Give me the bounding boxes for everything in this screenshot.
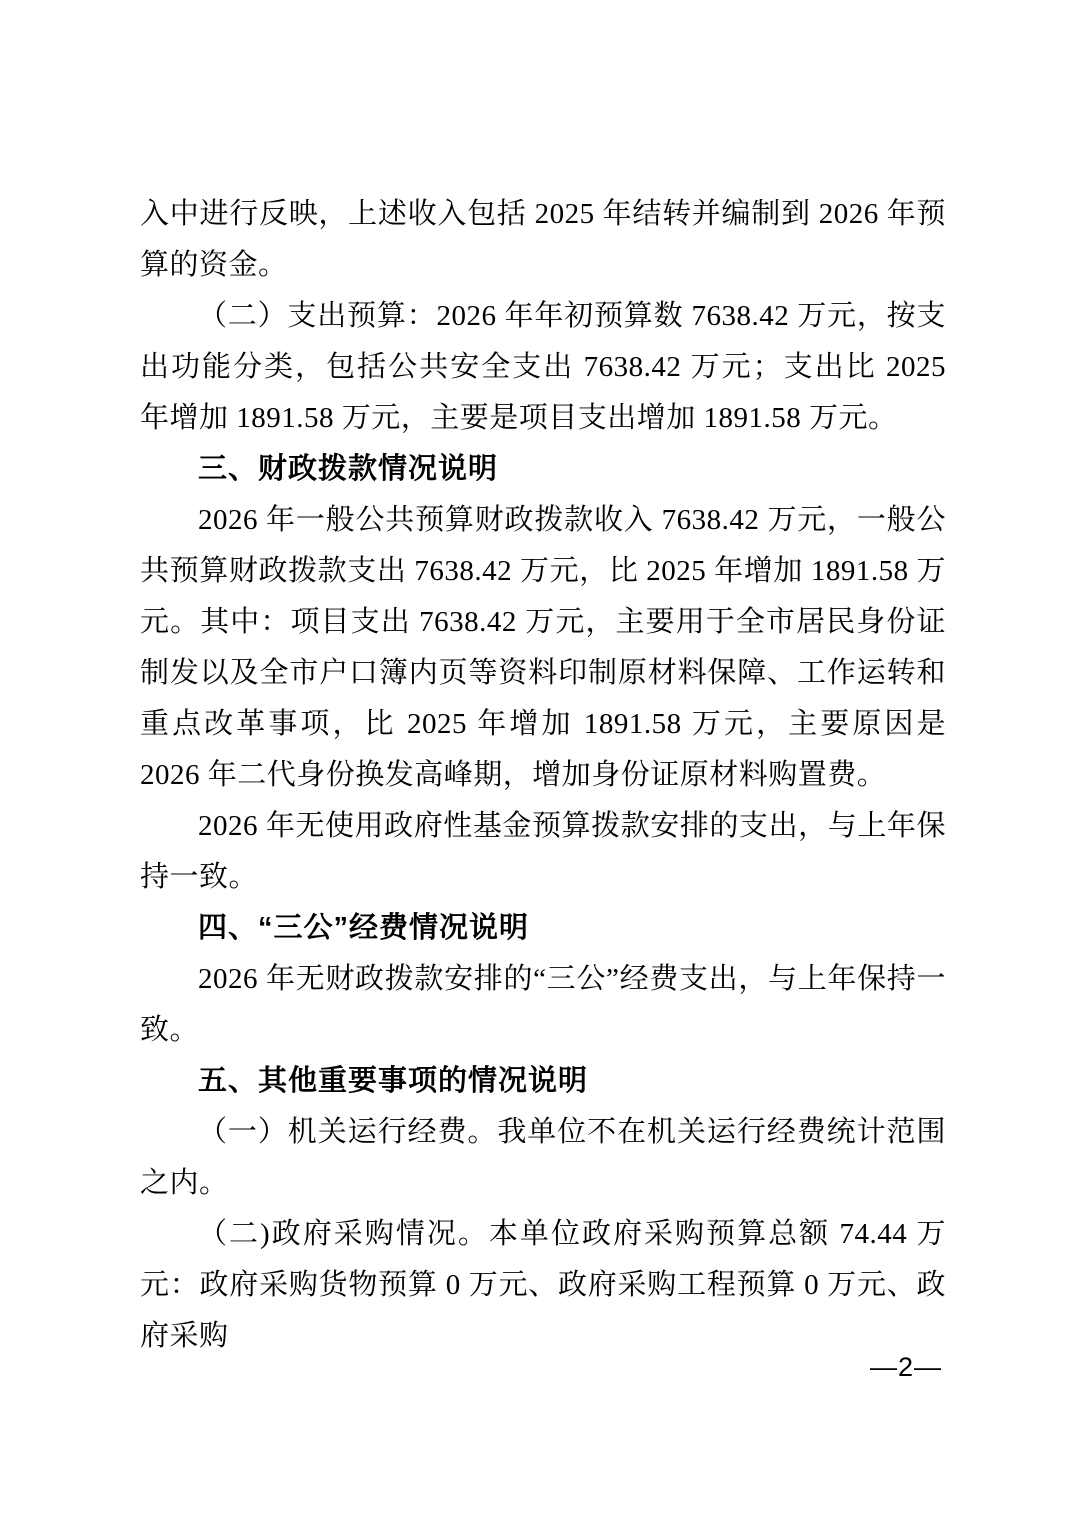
paragraph-government-procurement: （二)政府采购情况。本单位政府采购预算总额 74.44 万元：政府采购货物预算 0 万元、政府采购工程预算 0 万元、政府采购 <box>140 1218 946 1352</box>
page-number: —2— <box>869 1352 942 1382</box>
paragraph-fiscal-appropriation-detail: 2026 年一般公共预算财政拨款收入 7638.42 万元，一般公共预算财政拨款支出 7638.42 万元，比 2025 年增加 1891.58 万元。其中：项目支出 7638.42 万元，主要用于全市居民身份证制发以及全市户口簿内页等资料印制原材料保障、工作运转和重点改革事项，比 2025 年增加 1891.58 万元，主要原因是 2026 年二代身份换发高峰期，增加身份证原材料购置费。 <box>140 504 946 791</box>
paragraph-income-continuation: 入中进行反映，上述收入包括 2025 年结转并编制到 2026 年预算的资金。 <box>140 198 946 281</box>
paragraph-government-fund-budget: 2026 年无使用政府性基金预算拨款安排的支出，与上年保持一致。 <box>140 810 946 893</box>
paragraph-three-public-expenses: 2026 年无财政拨款安排的“三公”经费支出，与上年保持一致。 <box>140 963 946 1046</box>
section-heading-other-important-matters: 五、其他重要事项的情况说明 <box>198 1065 589 1097</box>
section-heading-fiscal-appropriation: 三、财政拨款情况说明 <box>198 453 499 485</box>
paragraph-expenditure-budget: （二）支出预算：2026 年年初预算数 7638.42 万元，按支出功能分类，包括公共安全支出 7638.42 万元；支出比 2025 年增加 1891.58 万元，主要是项目支出增加 1891.58 万元。 <box>140 300 946 434</box>
section-heading-three-public-expenses: 四、“三公”经费情况说明 <box>198 912 530 944</box>
document-body <box>140 189 946 1362</box>
paragraph-agency-operating-expenses: （一）机关运行经费。我单位不在机关运行经费统计范围之内。 <box>140 1116 946 1199</box>
